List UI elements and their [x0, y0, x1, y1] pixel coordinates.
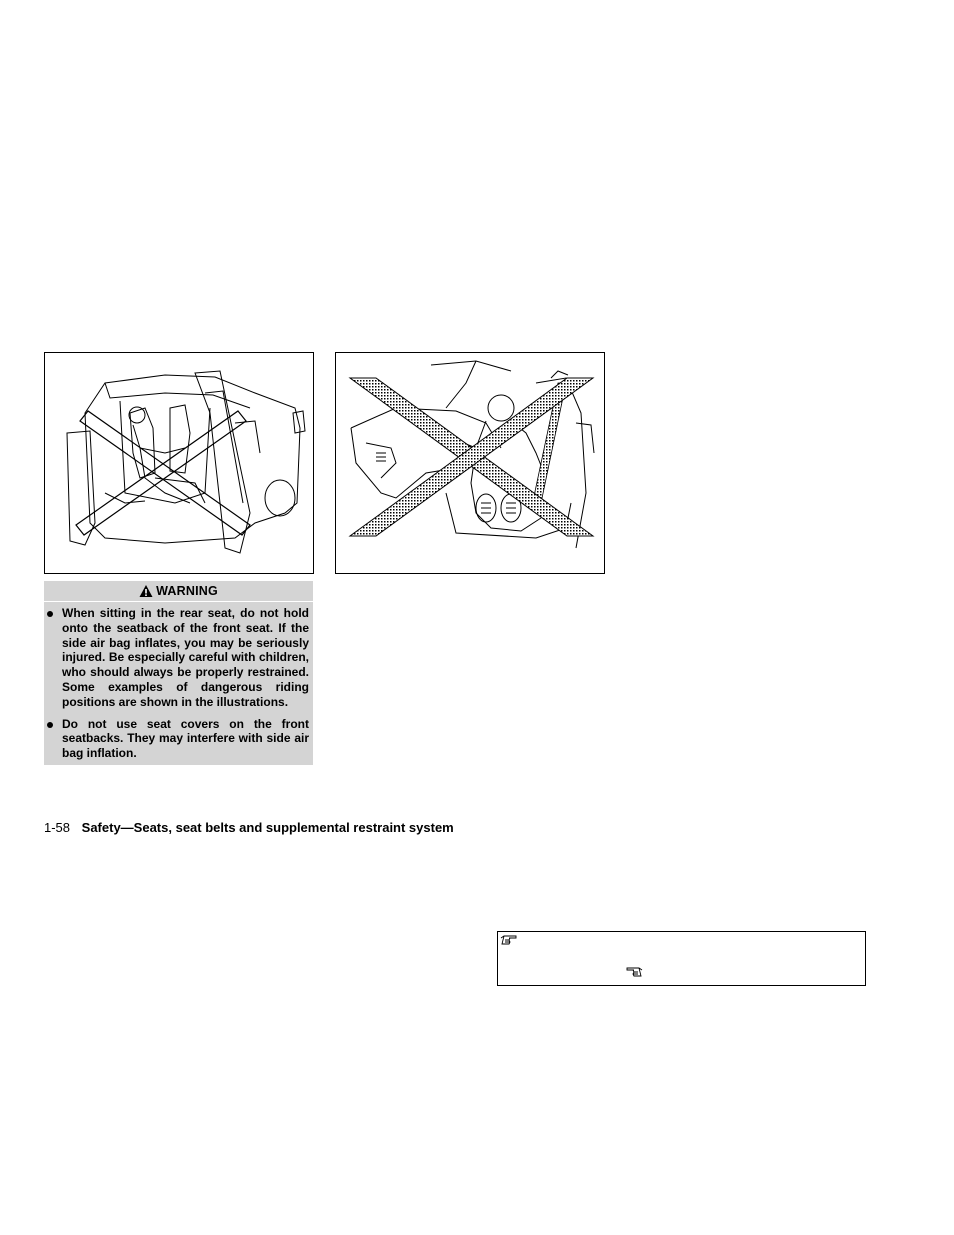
- reference-box: [497, 931, 866, 986]
- passenger-leaning-illustration: [336, 353, 604, 573]
- pointing-hand-right-icon: [500, 934, 518, 946]
- bullet-icon: [47, 722, 53, 728]
- rear-occupant-illustration: [45, 353, 313, 573]
- rear-occupant-figure: [44, 352, 314, 574]
- warning-item-text: When sitting in the rear seat, do not hold onto the seatback of the front seat. If the side air bag inflates, you may be seriously injured. Be especially careful with children, who should always be properly restrained. Some examples of dangerous riding positions are shown in the illustrations.: [62, 606, 309, 709]
- section-title: Safety—Seats, seat belts and supplemental restraint system: [81, 820, 454, 835]
- passenger-leaning-figure: [335, 352, 605, 574]
- page-number: 1-58: [44, 820, 71, 835]
- warning-title: WARNING: [156, 584, 218, 598]
- bullet-icon: [47, 611, 53, 617]
- warning-list: [44, 602, 313, 765]
- warning-item-text: Do not use seat covers on the front seatbacks. They may interfere with side air bag inflation.: [62, 716, 309, 761]
- warning-item: [44, 717, 309, 761]
- warning-box: [44, 581, 313, 765]
- warning-triangle-icon: [139, 584, 153, 598]
- warning-item: [44, 606, 309, 710]
- pointing-hand-left-icon: [625, 966, 643, 978]
- warning-header: [44, 581, 313, 602]
- page-footer: [44, 820, 454, 835]
